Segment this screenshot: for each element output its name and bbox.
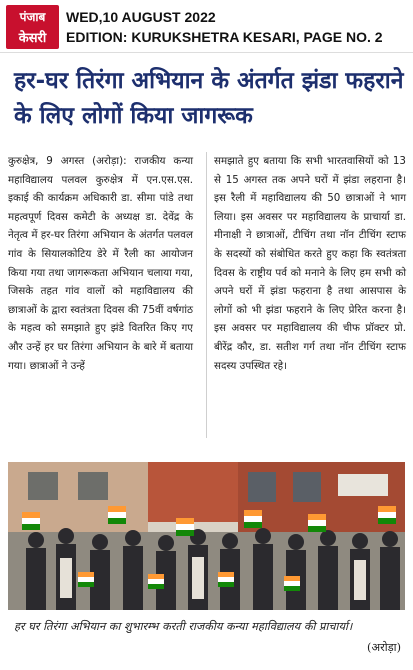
masthead — [0, 0, 413, 53]
newspaper-logo — [6, 5, 59, 49]
photo-caption: हर घर तिरंगा अभियान का शुभारम्भ करती राजकीय कन्या महाविद्यालय की प्राचार्या। — [14, 620, 353, 633]
photo-credit: (अरोड़ा) — [367, 641, 401, 654]
logo-line-1: पंजाब — [19, 10, 46, 24]
logo-line-2: केसरी — [18, 31, 47, 46]
article-headline: हर-घर तिरंगा अभियान के अंतर्गत झंडा फहराने के लिए लोगों किया जागरूक — [14, 68, 404, 129]
column-divider — [206, 152, 207, 438]
article-column-1: कुरुक्षेत्र, 9 अगस्त (अरोड़ा): राजकीय कन्या महाविद्यालय पलवल कुरुक्षेत्र में एन.एस.एस. इकाई की कार्यक्रम अधिकारी डा. सीमा पांडे तथा महत्वपूर्ण दिवस कमेटी के अध्यक्ष डा. देवेंद्र के नेतृत्व में हर-घर तिरंगा अभियान के अंतर्गत पलवल गांव के सियालकोटिय डेरे में रैली का आयोजन किया गया तथा जागरूकता अभियान चलाया गया, जिसके तहत गांव वालों को महाविद्यालय की छात्राओं के द्वारा स्वतंत्रता दिवस की 75वीं वर्षगांठ के महत्व को समझाते हुए झंडे वितरित किए गए और उन्हें हर घर तिरंगा अभियान के बारे में बताया गया। छात्राओं ने उन्हें — [8, 155, 193, 372]
publication-date: WED,10 AUGUST 2022 — [66, 9, 216, 25]
edition-info: EDITION: KURUKSHETRA KESARI, PAGE NO. 2 — [66, 29, 383, 45]
article-column-2: समझाते हुए बताया कि सभी भारतवासियों को 13 से 15 अगस्त तक अपने घरों में झंडा लहराना है। इस रैली में महाविद्यालय की 50 छात्राओं ने भाग लिया। इस अवसर पर महाविद्यालय के प्राचार्या डा. मीनाक्षी ने छात्राओं, टीचिंग तथा नॉन टीचिंग स्टाफ के सदस्यों को संबोधित करते हुए कहा कि स्वतंत्रता दिवस के राष्ट्रीय पर्व को मनाने के लिए हम सभी को अपने घरों में झंडा फहराना है तथा आसपास के लोगों को भी झंडा फहराने के लिए प्रेरित करना है। इस अवसर पर महाविद्यालय की चीफ प्रॉक्टर प्रो. बीरेंद्र कौर, डा. सतीश गर्ग तथा नॉन टीचिंग स्टाफ सदस्य उपस्थित रहे। — [214, 155, 406, 372]
group-photo — [8, 462, 405, 610]
